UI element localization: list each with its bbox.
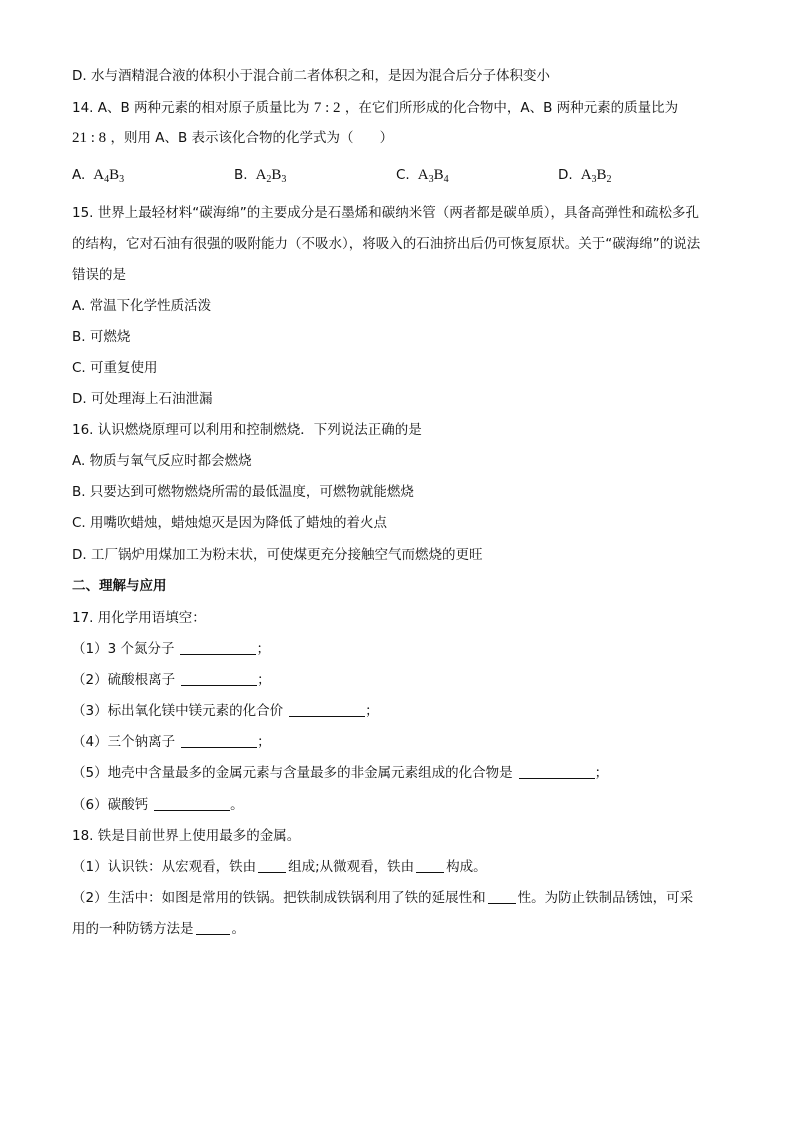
q15-option-b[interactable]: B. 可燃烧	[72, 329, 131, 345]
q14-stem-line2: 21 : 8 ，则用 A、B 表示该化合物的化学式为（ ）	[72, 130, 394, 146]
q18-stem: 18. 铁是目前世界上使用最多的金属。	[72, 828, 301, 844]
answer-blank[interactable]	[180, 640, 256, 655]
q17-stem: 17. 用化学用语填空：	[72, 610, 206, 626]
q16-option-b[interactable]: B. 只要达到可燃物燃烧所需的最低温度，可燃物就能燃烧	[72, 484, 414, 500]
answer-blank[interactable]	[488, 889, 516, 904]
q18-item-2-line2: 用的一种防锈方法是 。	[72, 921, 245, 937]
q14-ratio-mass: 21 : 8	[72, 130, 107, 146]
q14-stem-line1: 14. A、B 两种元素的相对原子质量比为 7 : 2 ，在它们所形成的化合物中，A、B 两种元素的质量比为	[72, 100, 679, 116]
q17-item-1: （1）3 个氮分子 ；	[72, 641, 270, 657]
q17-item-5: （5）地壳中含量最多的金属元素与含量最多的非金属元素组成的化合物是 ；	[72, 765, 609, 781]
q14-option-d[interactable]: D. $A_3B_2$	[558, 167, 612, 185]
q15-option-a[interactable]: A. 常温下化学性质活泼	[72, 298, 212, 314]
q15-stem-line1: 15. 世界上最轻材料“碳海绵”的主要成分是石墨烯和碳纳米管（两者都是碳单质），具备高弹性和疏松多孔	[72, 205, 699, 221]
q14-option-c[interactable]: C. $A_3B_4$	[396, 167, 449, 185]
answer-blank[interactable]	[289, 702, 365, 717]
q17-item-3: （3）标出氧化镁中镁元素的化合价 ；	[72, 703, 379, 719]
q17-item-2: （2）硫酸根离子 ；	[72, 672, 271, 688]
q14-option-b[interactable]: B. $A_2B_3$	[234, 167, 287, 185]
formula-a2b3: $A_2B_3$	[255, 167, 287, 185]
answer-blank[interactable]	[154, 796, 230, 811]
formula-a4b3: $A_4B_3$	[93, 167, 125, 185]
answer-blank[interactable]	[519, 764, 595, 779]
q15-stem-line2: 的结构，它对石油有很强的吸附能力（不吸水），将吸入的石油挤出后仍可恢复原状。关于“碳海绵”的说法	[72, 236, 701, 252]
q16-option-c[interactable]: C. 用嘴吹蜡烛，蜡烛熄灭是因为降低了蜡烛的着火点	[72, 515, 388, 531]
formula-a3b2: $A_3B_2$	[580, 167, 612, 185]
q16-option-a[interactable]: A. 物质与氧气反应时都会燃烧	[72, 453, 252, 469]
answer-blank[interactable]	[181, 733, 257, 748]
q14-option-a[interactable]: A. $A_4B_3$	[72, 167, 125, 185]
formula-a3b4: $A_3B_4$	[417, 167, 449, 185]
section-heading: 二、理解与应用	[72, 578, 167, 594]
q18-item-1: （1）认识铁：从宏观看，铁由 组成;从微观看，铁由 构成。	[72, 859, 487, 875]
q15-option-d[interactable]: D. 可处理海上石油泄漏	[72, 391, 213, 407]
q16-stem: 16. 认识燃烧原理可以利用和控制燃烧．下列说法正确的是	[72, 422, 422, 438]
q17-item-4: （4）三个钠离子 ；	[72, 734, 271, 750]
q15-option-c[interactable]: C. 可重复使用	[72, 360, 158, 376]
answer-blank[interactable]	[416, 858, 444, 873]
q14-ratio-atomic: 7 : 2	[313, 100, 341, 116]
answer-blank[interactable]	[258, 858, 286, 873]
q13-option-d: D. 水与酒精混合液的体积小于混合前二者体积之和，是因为混合后分子体积变小	[72, 68, 550, 84]
answer-blank[interactable]	[196, 920, 230, 935]
q16-option-d[interactable]: D. 工厂锅炉用煤加工为粉末状，可使煤更充分接触空气而燃烧的更旺	[72, 547, 483, 563]
answer-blank[interactable]	[181, 671, 257, 686]
q17-item-6: （6）碳酸钙 。	[72, 797, 244, 813]
q15-stem-line3: 错误的是	[72, 267, 126, 283]
q18-item-2-line1: （2）生活中：如图是常用的铁锅。把铁制成铁锅利用了铁的延展性和 性。为防止铁制品锈蚀，可采	[72, 890, 694, 906]
